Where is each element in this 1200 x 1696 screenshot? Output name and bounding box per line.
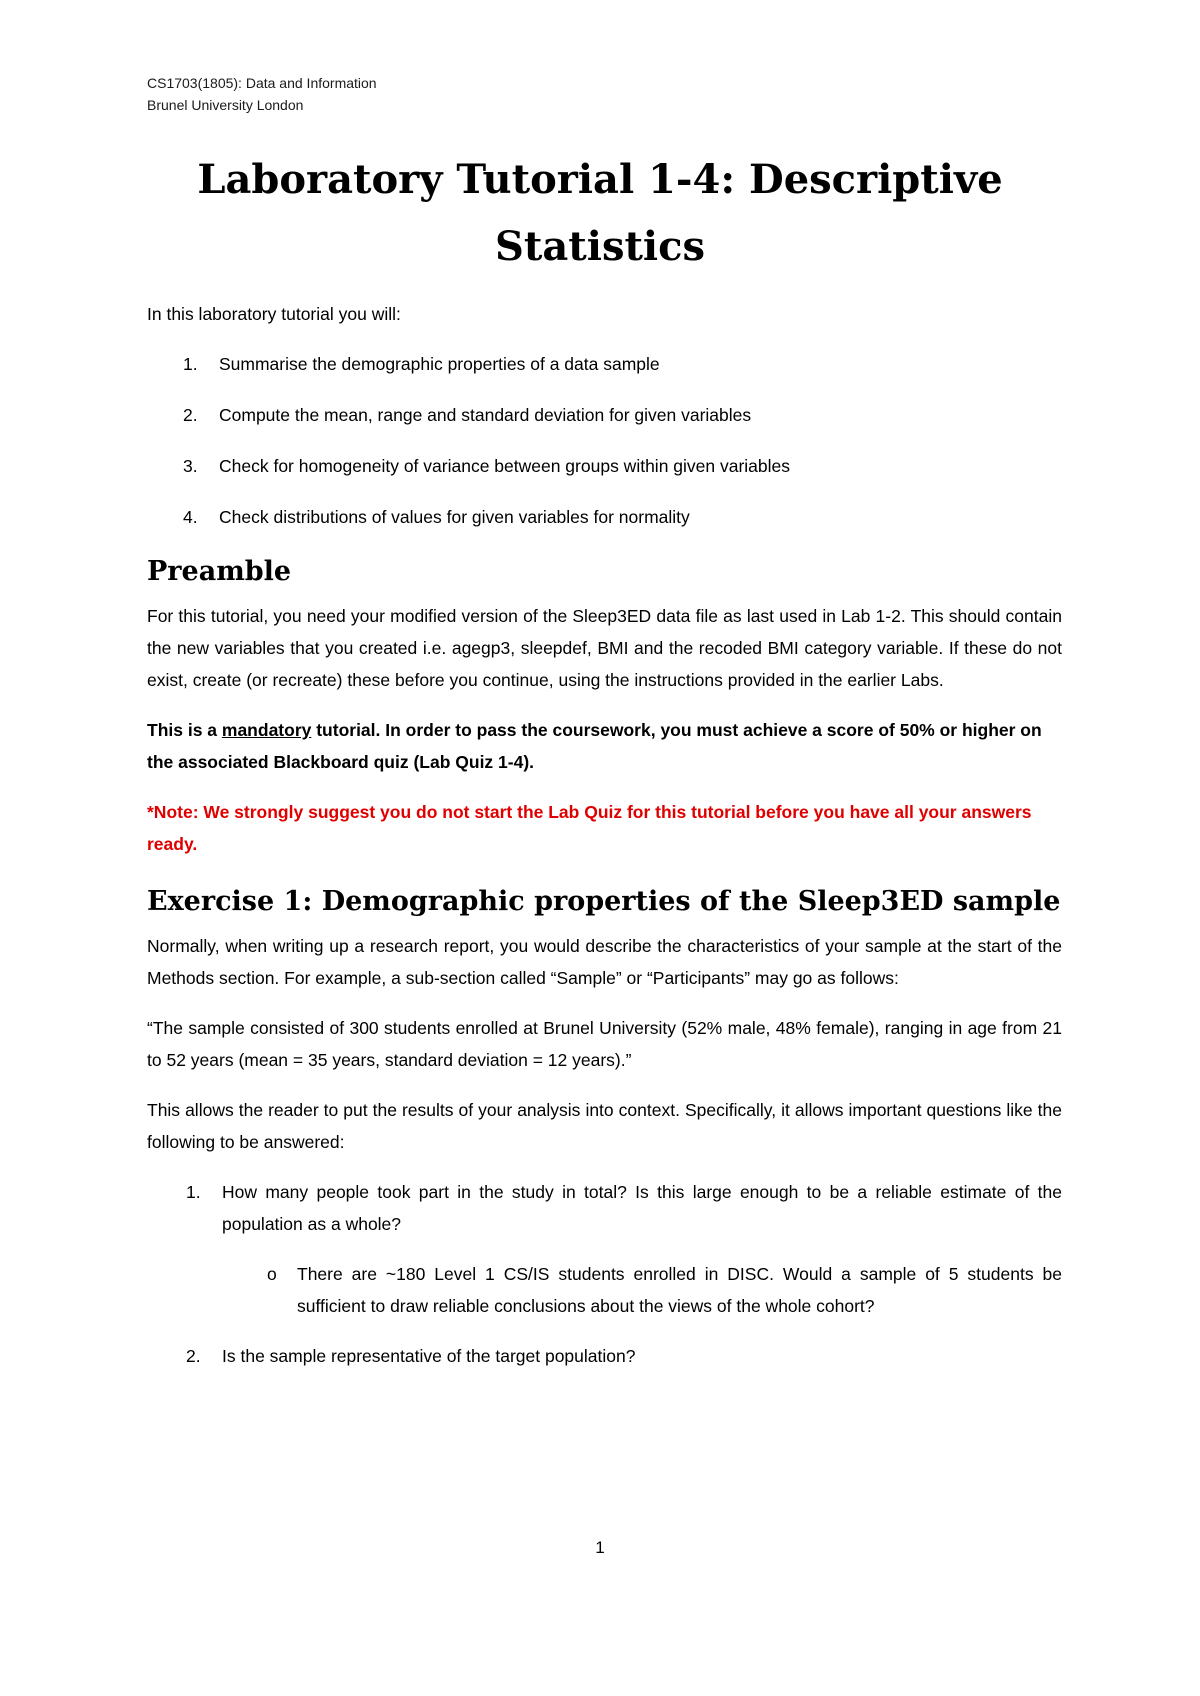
mandatory-text-end: tutorial. In order to pass the coursework, you must achieve a score of 50% or higher on the associated Blackboard quiz (Lab Quiz 1-4). (147, 720, 1042, 772)
list-number: 1. (186, 1182, 201, 1202)
preamble-heading: Preamble (147, 556, 292, 587)
sub-list-item (222, 1258, 1062, 1322)
list-item (147, 1176, 1062, 1322)
sub-list-item-text: There are ~180 Level 1 CS/IS students enrolled in DISC. Would a sample of 5 students be sufficient to draw reliable conclusions about the views of the whole cohort? (297, 1264, 1062, 1316)
list-item-text: Compute the mean, range and standard deviation for given variables (219, 405, 752, 425)
list-item-text: Summarise the demographic properties of a data sample (219, 354, 660, 374)
exercise-1-heading: Exercise 1: Demographic properties of the Sleep3ED sample (147, 886, 1061, 917)
list-number: 3. (183, 456, 198, 476)
list-number: 2. (183, 405, 198, 425)
mandatory-text-start: This is a (147, 720, 222, 740)
page-number: 1 (595, 1538, 605, 1557)
list-item-text: Check distributions of values for given variables for normality (219, 507, 690, 527)
bullet-marker: o (267, 1264, 277, 1284)
list-item-text: How many people took part in the study in total? Is this large enough to be a reliable estimate of the population as a whole? (222, 1182, 1062, 1234)
document-body (147, 298, 1062, 1390)
list-number: 4. (183, 507, 198, 527)
list-item (147, 399, 1062, 431)
sample-quote: “The sample consisted of 300 students enrolled at Brunel University (52% male, 48% female), ranging in age from 21 to 52 years (mean = 35 years, standard deviation = 12 years).” (147, 1018, 1062, 1070)
mandatory-underlined-word: mandatory (221, 720, 312, 740)
exercise-1-paragraph: Normally, when writing up a research report, you would describe the characteristics of your sample at the start of the Methods section. For example, a sub-section called “Sample” or “Participants” may go as follows: (147, 936, 1062, 988)
objectives-list (147, 348, 1062, 533)
list-item (147, 348, 1062, 380)
course-code: CS1703(1805): Data and Information (147, 75, 377, 91)
list-item (147, 501, 1062, 533)
context-paragraph: This allows the reader to put the results of your analysis into context. Specifically, it allows important questions like the following to be answered: (147, 1100, 1062, 1152)
list-item (147, 450, 1062, 482)
questions-list (147, 1176, 1062, 1372)
intro-text: In this laboratory tutorial you will: (147, 304, 401, 324)
lab-quiz-note: *Note: We strongly suggest you do not start the Lab Quiz for this tutorial before you have all your answers ready. (147, 802, 1032, 854)
list-item-text: Check for homogeneity of variance between groups within given variables (219, 456, 791, 476)
running-header (147, 72, 377, 116)
preamble-paragraph: For this tutorial, you need your modified version of the Sleep3ED data file as last used in Lab 1-2. This should contain the new variables that you created i.e. agegp3, sleepdef, BMI and the recoded BMI category variable. If these do not exist, create (or recreate) these before you continue, using the instructions provided in the earlier Labs. (147, 606, 1062, 690)
list-item (147, 1340, 1062, 1372)
list-number: 1. (183, 354, 198, 374)
document-title: Laboratory Tutorial 1-4: Descriptive Statistics (197, 156, 1003, 270)
university-name: Brunel University London (147, 97, 304, 113)
list-item-text: Is the sample representative of the target population? (222, 1346, 636, 1366)
list-number: 2. (186, 1346, 201, 1366)
mandatory-notice (147, 714, 1062, 778)
sub-list (222, 1258, 1062, 1322)
